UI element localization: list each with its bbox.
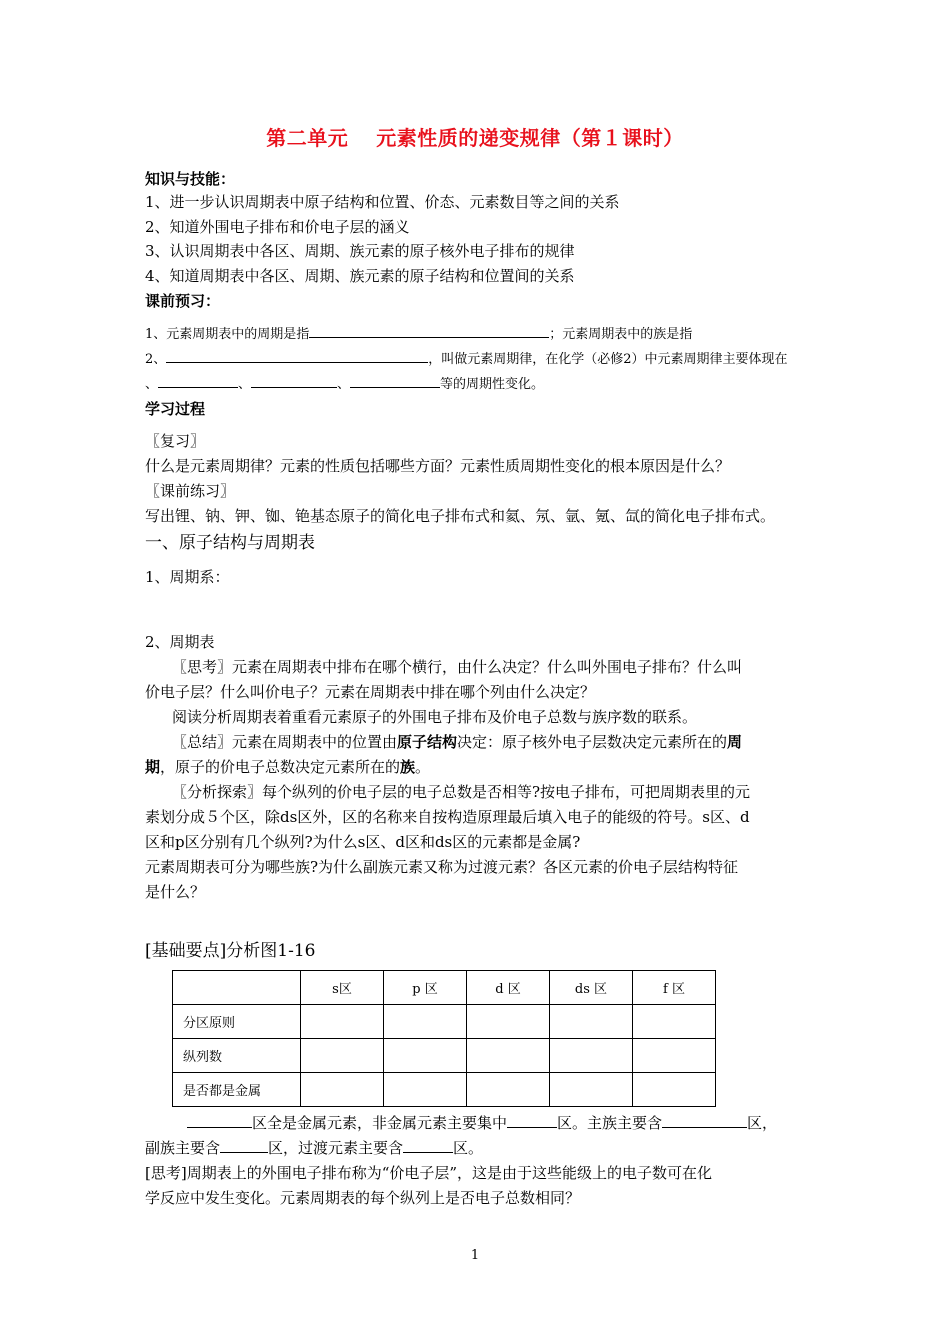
table-header-cell: f 区 (633, 971, 716, 1005)
table-cell[interactable] (550, 1073, 633, 1107)
think2-line: [思考]周期表上的外围电子排布称为“价电子层”，这是由于这些能级上的电子数可在化 (145, 1164, 713, 1182)
table-row (173, 1073, 716, 1107)
fill-blank[interactable] (350, 373, 440, 388)
fill-blank[interactable] (166, 348, 428, 363)
preview-text: 、 (238, 377, 252, 392)
summary-text: ，原子的价电子总数决定元素所在的 (160, 758, 401, 776)
table-cell[interactable] (633, 1073, 716, 1107)
table-cell[interactable] (384, 1039, 467, 1073)
summary-bold: 期 (145, 758, 161, 776)
think2-line: 学反应中发生变化。元素周期表的每个纵列上是否电子总数相同？ (145, 1189, 581, 1207)
page-title: 第二单元 元素性质的递变规律（第１课时） (266, 126, 684, 150)
table-cell[interactable] (301, 1005, 384, 1039)
table-cell[interactable] (633, 1005, 716, 1039)
table-cell[interactable] (301, 1039, 384, 1073)
table-cell[interactable] (467, 1005, 550, 1039)
knowledge-item: 2、知道外围电子排布和价电子层的涵义 (145, 218, 410, 236)
table-cell[interactable] (467, 1039, 550, 1073)
process-heading: 学习过程 (145, 400, 206, 418)
summary-line-2 (145, 756, 430, 777)
explore-line: 素划分成５个区，除ds区外，区的名称来自按构造原理最后填入电子的能级的符号。s区、d (145, 808, 750, 826)
review-tag: 〖复习〗 (145, 432, 206, 450)
after-table-text: 区全是金属元素，非金属元素主要集中 (252, 1114, 508, 1132)
table-header-cell: ds 区 (550, 971, 633, 1005)
fill-blank[interactable] (309, 323, 549, 338)
table-row (173, 1005, 716, 1039)
table-row-label: 纵列数 (173, 1039, 301, 1073)
fill-blank[interactable] (220, 1138, 268, 1153)
preview-text: 、 (337, 377, 351, 392)
summary-bold: 周 (727, 733, 743, 751)
table-header-cell: p 区 (384, 971, 467, 1005)
periodic-table-label: 2、周期表 (145, 633, 215, 651)
table-cell[interactable] (467, 1073, 550, 1107)
preview-text: ；元素周期表中的族是指 (549, 327, 693, 342)
fill-blank[interactable] (507, 1113, 557, 1128)
summary-text: 〖总结〗元素在周期表中的位置由 (172, 733, 398, 751)
summary-text: 。 (415, 758, 431, 776)
page-number: 1 (470, 1248, 480, 1263)
table-cell[interactable] (384, 1005, 467, 1039)
table-cell[interactable] (550, 1005, 633, 1039)
preview-text: 、 (145, 377, 159, 392)
table-row (173, 1039, 716, 1073)
preview-line-2 (145, 348, 788, 367)
after-table-line-1 (187, 1112, 777, 1133)
preview-line-1 (145, 323, 692, 342)
analysis-heading: [基础要点]分析图1-16 (145, 941, 316, 961)
table-cell[interactable] (384, 1073, 467, 1107)
fill-blank[interactable] (662, 1113, 747, 1128)
explore-line: 元素周期表可分为哪些族?为什么副族元素又称为过渡元素？各区元素的价电子层结构特征 (145, 858, 739, 876)
practice-question: 写出锂、钠、钾、铷、铯基态原子的简化电子排布式和氦、氖、氩、氪、氙的简化电子排布式。 (145, 507, 776, 525)
knowledge-item: 1、进一步认识周期表中原子结构和位置、价态、元素数目等之间的关系 (145, 193, 620, 211)
table-header-cell: d 区 (467, 971, 550, 1005)
explore-line: 〖分析探索〗每个纵列的价电子层的电子总数是否相等?按电子排布，可把周期表里的元 (172, 783, 751, 801)
table-header-cell: s区 (301, 971, 384, 1005)
preview-text: ，叫做元素周期律，在化学（必修2）中元素周期律主要体现在 (428, 352, 788, 367)
knowledge-item: 4、知道周期表中各区、周期、族元素的原子结构和位置间的关系 (145, 267, 575, 285)
fill-blank[interactable] (403, 1138, 453, 1153)
preview-text: 1、元素周期表中的周期是指 (145, 327, 310, 342)
summary-line-1 (172, 731, 742, 752)
after-table-text: 区， (747, 1114, 778, 1132)
knowledge-item: 3、认识周期表中各区、周期、族元素的原子核外电子排布的规律 (145, 242, 575, 260)
zone-table (172, 970, 716, 1107)
fill-blank[interactable] (187, 1113, 252, 1128)
preview-line-3 (145, 373, 544, 392)
explore-line: 区和p区分别有几个纵列?为什么s区、d区和ds区的元素都是金属? (145, 833, 581, 851)
think-line: 〖思考〗元素在周期表中排布在哪个横行，由什么决定？什么叫外围电子排布？什么叫 (172, 658, 743, 676)
table-cell[interactable] (633, 1039, 716, 1073)
preview-text: 等的周期性变化。 (440, 377, 545, 392)
periodic-system-label: 1、周期系： (145, 568, 230, 586)
after-table-text: 副族主要含 (145, 1139, 221, 1157)
preview-text: 2、 (145, 352, 167, 367)
after-table-text: 区。 (453, 1139, 484, 1157)
table-row-label: 分区原则 (173, 1005, 301, 1039)
preview-heading: 课前预习： (145, 292, 221, 310)
practice-tag: 〖课前练习〗 (145, 482, 236, 500)
summary-text: 决定：原子核外电子层数决定元素所在的 (457, 733, 728, 751)
summary-bold: 族 (400, 758, 416, 776)
section-1-heading: 一、原子结构与周期表 (145, 533, 315, 553)
explore-line: 是什么？ (145, 883, 206, 901)
table-cell[interactable] (550, 1039, 633, 1073)
fill-blank[interactable] (251, 373, 337, 388)
after-table-text: 区，过渡元素主要含 (268, 1139, 404, 1157)
read-instruction: 阅读分析周期表着重看元素原子的外围电子排布及价电子总数与族序数的联系。 (172, 708, 698, 726)
summary-bold: 原子结构 (397, 733, 458, 751)
table-cell[interactable] (301, 1073, 384, 1107)
after-table-text: 区。主族主要含 (557, 1114, 663, 1132)
table-row-label: 是否都是金属 (173, 1073, 301, 1107)
fill-blank[interactable] (158, 373, 238, 388)
table-header-row (173, 971, 716, 1005)
review-question: 什么是元素周期律？元素的性质包括哪些方面？元素性质周期性变化的根本原因是什么？ (145, 457, 731, 475)
after-table-line-2 (145, 1137, 483, 1158)
think-line: 价电子层？什么叫价电子？元素在周期表中排在哪个列由什么决定？ (145, 683, 596, 701)
table-corner-cell (173, 971, 301, 1005)
knowledge-heading: 知识与技能： (145, 170, 236, 188)
